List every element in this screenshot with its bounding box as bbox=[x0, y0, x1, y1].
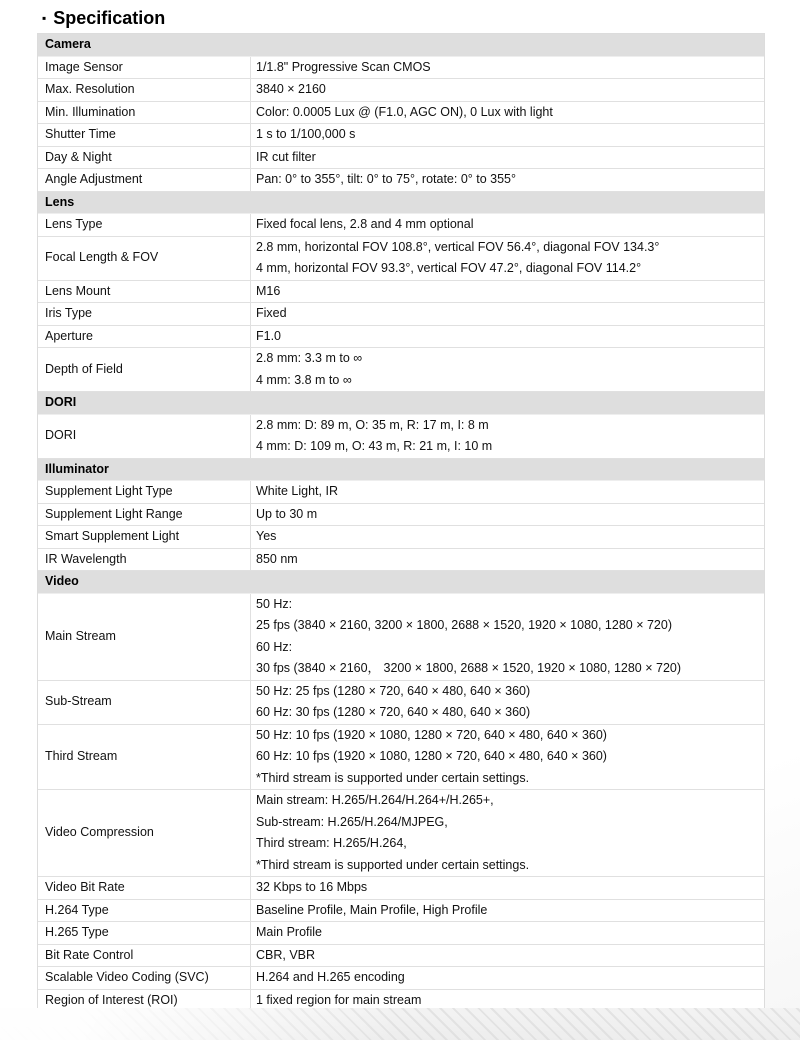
spec-value bbox=[251, 725, 764, 790]
square-bullet-icon: ▪ bbox=[42, 11, 47, 25]
spec-value-line: *Third stream is supported under certain settings. bbox=[256, 857, 530, 872]
section-header-lens: Lens bbox=[38, 192, 764, 215]
spec-label: Depth of Field bbox=[38, 348, 251, 391]
spec-row-video-compression bbox=[38, 790, 764, 877]
spec-value bbox=[251, 57, 764, 79]
spec-label: Lens Type bbox=[38, 214, 251, 236]
spec-row-focal-length-fov bbox=[38, 237, 764, 281]
spec-label: Video Compression bbox=[38, 790, 251, 876]
spec-value-line: 2.8 mm: 3.3 m to ∞ bbox=[256, 351, 363, 365]
spec-value-line: White Light, IR bbox=[256, 484, 338, 498]
spec-value-line: 32 Kbps to 16 Mbps bbox=[256, 880, 368, 894]
spec-label: IR Wavelength bbox=[38, 549, 251, 571]
spec-label: Iris Type bbox=[38, 303, 251, 325]
spec-value-line: 50 Hz: 25 fps (1280 × 720, 640 × 480, 640 × 360) bbox=[256, 683, 531, 698]
spec-row-angle-adjustment bbox=[38, 169, 764, 192]
spec-value-line: Color: 0.0005 Lux @ (F1.0, AGC ON), 0 Lux with light bbox=[256, 104, 553, 119]
spec-value bbox=[251, 945, 764, 967]
spec-value-line: 3840 × 2160 bbox=[256, 82, 326, 96]
spec-label: Max. Resolution bbox=[38, 79, 251, 101]
page-title-text: Specification bbox=[53, 8, 166, 28]
spec-value-line: 60 Hz: bbox=[256, 639, 293, 654]
spec-label: Focal Length & FOV bbox=[38, 237, 251, 280]
spec-value-line: H.264 and H.265 encoding bbox=[256, 970, 405, 984]
spec-value bbox=[251, 214, 764, 236]
spec-value-line: CBR, VBR bbox=[256, 947, 316, 962]
spec-label: Aperture bbox=[38, 326, 251, 348]
spec-label: Main Stream bbox=[38, 594, 251, 680]
spec-value-line: F1.0 bbox=[256, 328, 282, 343]
spec-row-ir-wavelength bbox=[38, 549, 764, 572]
spec-value-line: Baseline Profile, Main Profile, High Profile bbox=[256, 902, 488, 917]
spec-value bbox=[251, 967, 764, 989]
spec-value bbox=[251, 790, 764, 876]
spec-row-scalable-video-coding-svc bbox=[38, 967, 764, 990]
spec-label: DORI bbox=[38, 415, 251, 458]
spec-row-video-bit-rate bbox=[38, 877, 764, 900]
page-title bbox=[42, 8, 165, 29]
spec-label: Supplement Light Type bbox=[38, 481, 251, 503]
spec-label: Region of Interest (ROI) bbox=[38, 990, 251, 1012]
spec-value-line: Fixed focal lens, 2.8 and 4 mm optional bbox=[256, 217, 474, 231]
spec-value bbox=[251, 415, 764, 458]
section-header-video: Video bbox=[38, 571, 764, 594]
spec-value bbox=[251, 237, 764, 280]
spec-value bbox=[251, 281, 764, 303]
spec-row-smart-supplement-light bbox=[38, 526, 764, 549]
spec-value-line: 30 fps (3840 × 2160， 3200 × 1800, 2688 × 1520, 1920 × 1080, 1280 × 720) bbox=[256, 661, 682, 675]
section-header-illuminator: Illuminator bbox=[38, 459, 764, 482]
spec-label: Video Bit Rate bbox=[38, 877, 251, 899]
spec-row-sub-stream bbox=[38, 681, 764, 725]
specification-table bbox=[37, 33, 765, 1012]
spec-value-line: 1/1.8" Progressive Scan CMOS bbox=[256, 59, 431, 74]
spec-row-h-265-type bbox=[38, 922, 764, 945]
spec-value-line: IR cut filter bbox=[256, 149, 316, 164]
spec-value-line: Third stream: H.265/H.264, bbox=[256, 836, 407, 850]
spec-row-aperture bbox=[38, 326, 764, 349]
spec-value bbox=[251, 79, 764, 101]
spec-label: Bit Rate Control bbox=[38, 945, 251, 967]
spec-row-third-stream bbox=[38, 725, 764, 791]
spec-value bbox=[251, 504, 764, 526]
spec-value-line: Sub-stream: H.265/H.264/MJPEG, bbox=[256, 814, 448, 829]
spec-value bbox=[251, 102, 764, 124]
spec-value-line: Pan: 0° to 355°, tilt: 0° to 75°, rotate: 0° to 355° bbox=[256, 172, 517, 186]
spec-value bbox=[251, 549, 764, 571]
spec-value-line: 2.8 mm, horizontal FOV 108.8°, vertical FOV 56.4°, diagonal FOV 134.3° bbox=[256, 239, 660, 254]
spec-value bbox=[251, 877, 764, 899]
spec-value bbox=[251, 526, 764, 548]
spec-label: H.264 Type bbox=[38, 900, 251, 922]
spec-value-line: 25 fps (3840 × 2160, 3200 × 1800, 2688 × 1520, 1920 × 1080, 1280 × 720) bbox=[256, 618, 672, 632]
spec-row-main-stream bbox=[38, 594, 764, 681]
spec-value-line: 60 Hz: 10 fps (1920 × 1080, 1280 × 720, 640 × 480, 640 × 360) bbox=[256, 749, 607, 763]
spec-row-bit-rate-control bbox=[38, 945, 764, 968]
spec-value bbox=[251, 348, 764, 391]
spec-row-h-264-type bbox=[38, 900, 764, 923]
spec-label: Scalable Video Coding (SVC) bbox=[38, 967, 251, 989]
spec-value bbox=[251, 594, 764, 680]
spec-row-image-sensor bbox=[38, 57, 764, 80]
spec-value-line: Up to 30 m bbox=[256, 506, 318, 521]
spec-value-line: 2.8 mm: D: 89 m, O: 35 m, R: 17 m, I: 8 m bbox=[256, 417, 489, 432]
spec-value bbox=[251, 303, 764, 325]
spec-label: Sub-Stream bbox=[38, 681, 251, 724]
spec-value bbox=[251, 922, 764, 944]
spec-value bbox=[251, 169, 764, 191]
spec-value-line: 850 nm bbox=[256, 551, 298, 566]
spec-value-line: 1 fixed region for main stream bbox=[256, 992, 422, 1007]
spec-row-supplement-light-type bbox=[38, 481, 764, 504]
spec-label: Third Stream bbox=[38, 725, 251, 790]
spec-row-min-illumination bbox=[38, 102, 764, 125]
spec-value-line: *Third stream is supported under certain settings. bbox=[256, 770, 530, 785]
spec-row-dori bbox=[38, 415, 764, 459]
spec-row-lens-mount bbox=[38, 281, 764, 304]
spec-value-line: 50 Hz: bbox=[256, 596, 293, 611]
spec-value bbox=[251, 481, 764, 503]
spec-label: Supplement Light Range bbox=[38, 504, 251, 526]
spec-value bbox=[251, 147, 764, 169]
section-header-dori: DORI bbox=[38, 392, 764, 415]
spec-row-max-resolution bbox=[38, 79, 764, 102]
spec-value-line: 60 Hz: 30 fps (1280 × 720, 640 × 480, 640 × 360) bbox=[256, 705, 531, 719]
spec-value-line: Main Profile bbox=[256, 925, 322, 939]
spec-value bbox=[251, 124, 764, 146]
spec-row-shutter-time bbox=[38, 124, 764, 147]
spec-row-iris-type bbox=[38, 303, 764, 326]
spec-label: Lens Mount bbox=[38, 281, 251, 303]
spec-value bbox=[251, 681, 764, 724]
spec-value-line: 4 mm: D: 109 m, O: 43 m, R: 21 m, I: 10 m bbox=[256, 439, 493, 453]
spec-label: Smart Supplement Light bbox=[38, 526, 251, 548]
spec-value-line: 1 s to 1/100,000 s bbox=[256, 127, 356, 141]
spec-value-line: 4 mm: 3.8 m to ∞ bbox=[256, 372, 352, 387]
spec-label: Day & Night bbox=[38, 147, 251, 169]
spec-value bbox=[251, 900, 764, 922]
spec-label: H.265 Type bbox=[38, 922, 251, 944]
spec-label: Shutter Time bbox=[38, 124, 251, 146]
spec-label: Angle Adjustment bbox=[38, 169, 251, 191]
spec-label: Image Sensor bbox=[38, 57, 251, 79]
section-header-camera: Camera bbox=[38, 34, 764, 57]
spec-row-lens-type bbox=[38, 214, 764, 237]
spec-value-line: 4 mm, horizontal FOV 93.3°, vertical FOV 47.2°, diagonal FOV 114.2° bbox=[256, 261, 642, 275]
spec-value bbox=[251, 326, 764, 348]
spec-value-line: Fixed bbox=[256, 306, 287, 320]
spec-value-line: 50 Hz: 10 fps (1920 × 1080, 1280 × 720, 640 × 480, 640 × 360) bbox=[256, 727, 607, 742]
spec-value-line: Main stream: H.265/H.264/H.264+/H.265+, bbox=[256, 793, 494, 807]
spec-row-supplement-light-range bbox=[38, 504, 764, 527]
footer-texture bbox=[0, 1008, 800, 1040]
spec-row-day-night bbox=[38, 147, 764, 170]
spec-label: Min. Illumination bbox=[38, 102, 251, 124]
spec-value-line: M16 bbox=[256, 283, 281, 298]
spec-value-line: Yes bbox=[256, 529, 277, 543]
spec-row-depth-of-field bbox=[38, 348, 764, 392]
